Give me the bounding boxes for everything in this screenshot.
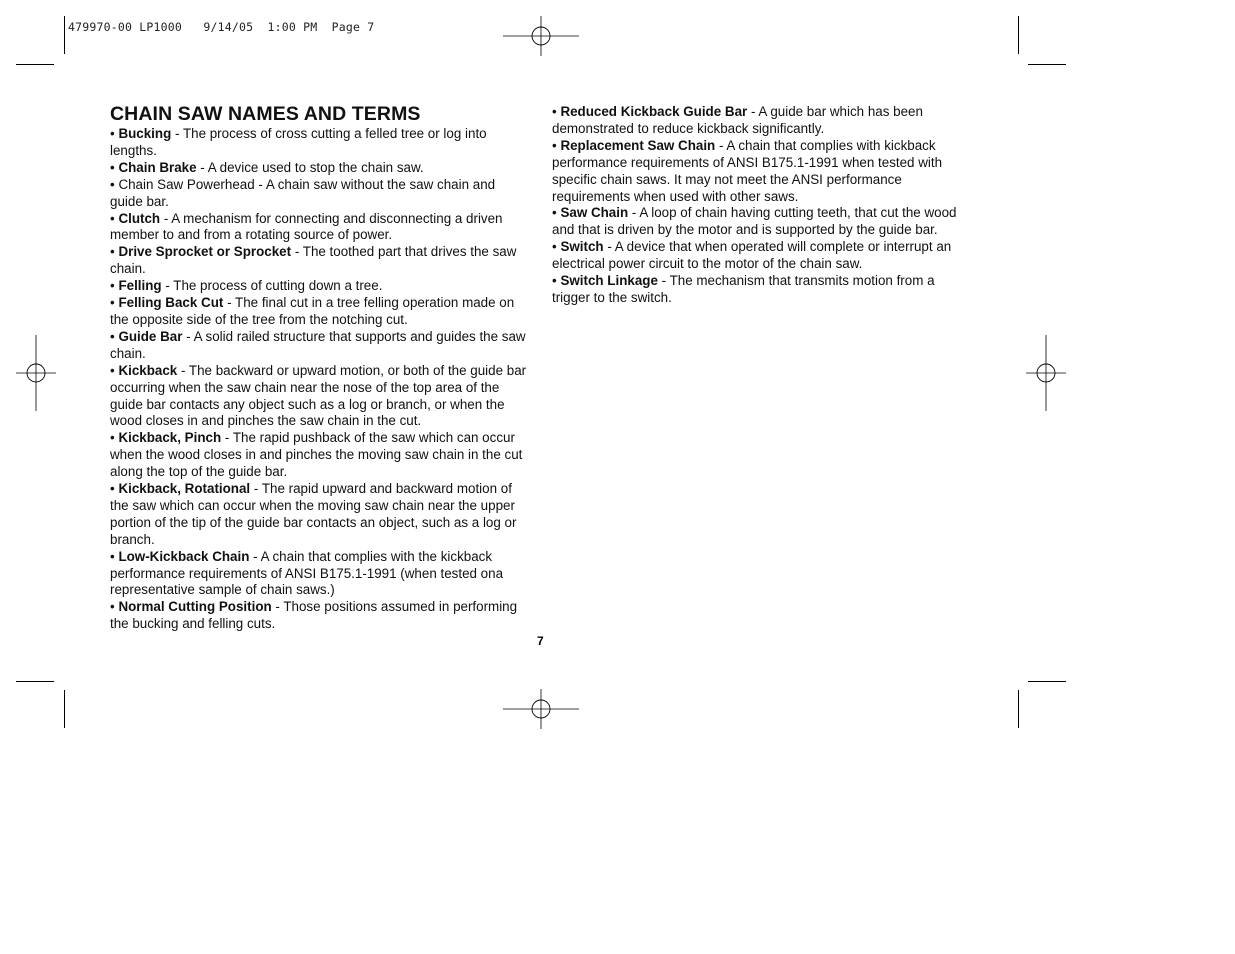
glossary-entry [110,177,530,211]
crop-mark [16,681,54,682]
glossary-entry [552,273,976,307]
right-term-list [552,104,976,307]
bullet-icon: • [110,126,115,141]
glossary-definition: The rapid pushback of the saw which can occur when the wood closes in and pinches the moving saw chain in the cut along the top of the guide bar. [110,430,523,480]
glossary-definition: The rapid upward and backward motion of the saw which can occur when the moving saw chain near the upper portion of the tip of the guide bar contacts an object, such as a log or branch. [110,481,517,547]
bullet-icon: • [110,210,115,226]
bullet-icon: • [110,159,115,175]
registration-mark-icon [503,16,579,56]
term-separator: - [177,362,189,378]
printer-slug-line: 479970-00 LP1000 9/14/05 1:00 PM Page 7 [68,20,375,34]
glossary-term: Switch Linkage [560,273,658,289]
bullet-icon: • [110,295,115,311]
right-column [552,104,976,307]
glossary-definition: A guide bar which has been demonstrated to reduce kickback significantly. [552,104,923,136]
glossary-term: Chain Brake [118,159,197,175]
term-separator: - [160,210,172,226]
bullet-icon: • [552,137,557,153]
glossary-term: Reduced Kickback Guide Bar [560,104,748,119]
glossary-entry [110,126,530,160]
crop-mark [16,64,54,65]
left-column [110,102,530,633]
term-separator: - [171,126,183,141]
term-separator: - [182,328,194,344]
glossary-entry-text: Chain Saw Powerhead - A chain saw without the saw chain and guide bar. [110,176,496,209]
bullet-icon: • [552,205,557,221]
glossary-definition: Those positions assumed in performing the bucking and felling cuts. [110,599,518,632]
glossary-definition: The toothed part that drives the saw chain. [110,244,517,277]
glossary-term: Felling Back Cut [118,295,224,311]
bullet-icon: • [110,362,115,378]
glossary-definition: A chain that complies with the kickback performance requirements of ANSI B175.1-1991 (when tested ona representative sample of chain saws.) [110,548,504,598]
glossary-term: Clutch [118,210,161,226]
term-separator: - [221,430,233,446]
glossary-entry [110,549,530,600]
glossary-entry [110,329,530,363]
bullet-icon: • [110,481,115,497]
glossary-definition: A mechanism for connecting and disconnecting a driven member to and from a rotating source of power. [110,210,503,243]
glossary-definition: A solid railed structure that supports and guides the saw chain. [110,328,526,361]
glossary-term: Kickback, Pinch [118,430,222,446]
glossary-term: Bucking [118,126,172,141]
registration-mark-icon [16,335,56,411]
page-number: 7 [537,634,544,648]
term-separator: - [196,159,208,175]
term-separator: - [628,205,640,221]
glossary-entry [110,244,530,278]
term-separator: - [715,137,727,153]
term-separator: - [223,295,236,311]
bullet-icon: • [552,239,557,255]
glossary-definition: The final cut in a tree felling operation made on the opposite side of the tree from the notching cut. [110,295,515,327]
crop-mark [1018,16,1019,54]
bullet-icon: • [110,548,115,564]
bullet-icon: • [552,273,557,289]
glossary-term: Kickback, Rotational [118,481,251,497]
glossary-entry [552,239,976,273]
bullet-icon: • [552,104,557,119]
glossary-term: Felling [118,278,162,294]
term-separator: - [747,104,759,119]
term-separator: - [249,548,261,564]
glossary-definition: The mechanism that transmits motion from a trigger to the switch. [552,273,935,305]
term-separator: - [657,273,670,289]
glossary-term: Guide Bar [118,328,183,344]
crop-mark [64,690,65,728]
glossary-entry [110,211,530,245]
term-separator: - [291,244,303,260]
glossary-definition: A chain that complies with kickback performance requirements of ANSI B175.1-1991 when tested with specific chain saws. It may not meet the ANSI performance requirements when used with other saws. [552,137,943,204]
bullet-icon: • [110,278,115,294]
glossary-entry [110,160,530,177]
glossary-entry [110,599,530,633]
term-separator: - [250,481,262,497]
glossary-term: Drive Sprocket or Sprocket [118,244,292,260]
bullet-icon: • [110,244,115,260]
glossary-definition: A device that when operated will complete or interrupt an electrical power circuit to the motor of the chain saw. [552,239,952,272]
registration-mark-icon [1026,335,1066,411]
term-separator: - [161,278,174,294]
glossary-term: Saw Chain [560,205,629,221]
glossary-entry [552,138,976,206]
crop-mark [64,16,65,54]
glossary-definition: The process of cross cutting a felled tree or log into lengths. [110,126,487,158]
glossary-entry [110,295,530,329]
glossary-entry [110,363,530,431]
glossary-entry [110,481,530,549]
glossary-term: Kickback [118,362,178,378]
term-separator: - [603,239,615,255]
bullet-icon: • [110,328,115,344]
registration-mark-icon [503,689,579,729]
crop-mark [1028,681,1066,682]
glossary-definition: The backward or upward motion, or both of the guide bar occurring when the saw chain near the nose of the top area of the guide bar contacts any object such as a log or branch, or when the wood closes in and pinches the saw chain in the cut. [110,362,527,429]
glossary-entry [110,430,530,481]
glossary-definition: A device used to stop the chain saw. [207,159,424,175]
glossary-definition: The process of cutting down a tree. [173,278,383,294]
glossary-definition: A loop of chain having cutting teeth, that cut the wood and that is driven by the motor and is supported by the guide bar. [552,205,957,238]
bullet-icon: • [110,430,115,446]
glossary-term: Normal Cutting Position [118,599,272,615]
glossary-entry [552,104,976,138]
page-title: CHAIN SAW NAMES AND TERMS [110,103,421,125]
bullet-icon: • [110,599,115,615]
bullet-icon: • [110,176,115,192]
left-term-list [110,126,530,633]
glossary-term: Low-Kickback Chain [118,548,250,564]
crop-mark [1018,690,1019,728]
glossary-entry [552,205,976,239]
glossary-term: Switch [560,239,604,255]
glossary-entry [110,278,530,295]
glossary-term: Replacement Saw Chain [560,137,716,153]
crop-mark [1028,64,1066,65]
term-separator: - [271,599,284,615]
